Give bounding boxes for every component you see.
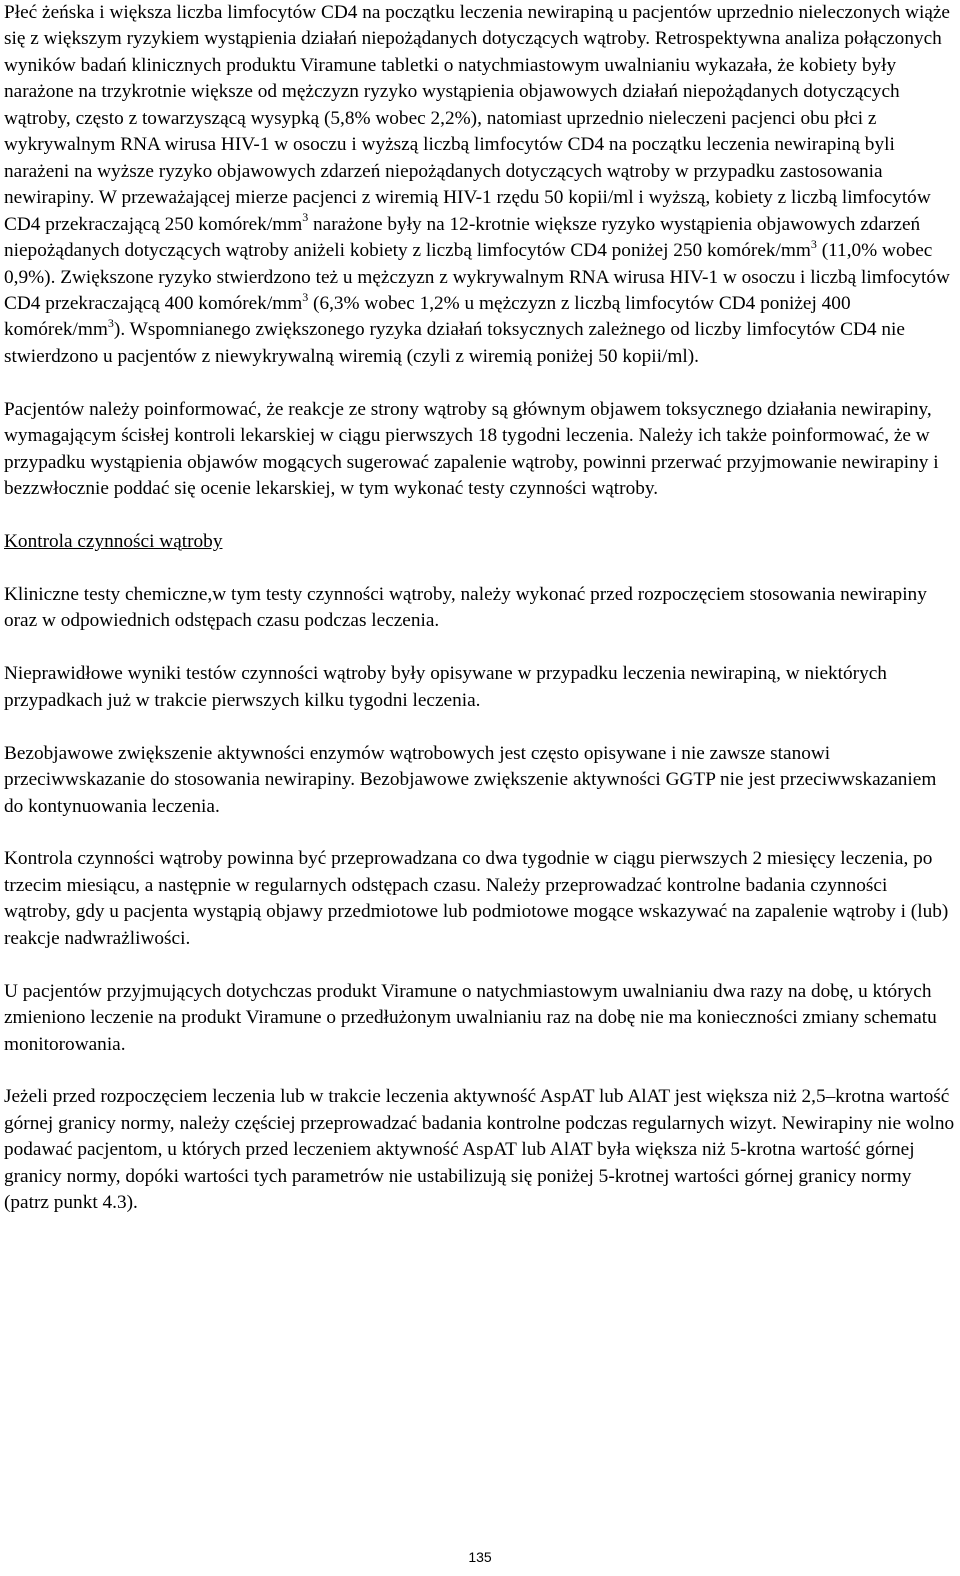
paragraph-aspat-alat: Jeżeli przed rozpoczęciem leczenia lub w trakcie leczenia aktywność AspAT lub AlAT jest większa niż 2,5–krotna wartość górnej granicy normy, należy częściej przeprowadzać badania kontrolne podczas regularnych wizyt. Newirapiny nie wolno podawać pacjentom, u których przed leczeniem aktywność AspAT lub AlAT była większa niż 5-krotna wartość górnej granicy normy, dopóki wartości tych parametrów nie ustabilizują się poniżej 5-krotnej wartości górnej granicy normy (patrz punkt 4.3). [4, 1086, 955, 1214]
paragraph-patient-information: Pacjentów należy poinformować, że reakcje ze strony wątroby są głównym objawem toksycznego działania newirapiny, wymagającym ścisłej kontroli lekarskiej w ciągu pierwszych 18 tygodni leczenia. Należy ich także poinformować, że w przypadku wystąpienia objawów mogących sugerować zapalenie wątroby, powinni przerwać przyjmowanie newirapiny i bezzwłocznie poddać się ocenie lekarskiej, w tym wykonać testy czynności wątroby. [4, 398, 939, 500]
superscript: 3 [302, 289, 309, 304]
paragraph-text: (11,0% wobec 0,9%). Zwiększone ryzyko stwierdzono też u mężczyzn z wykrywalnym RNA wirusa HIV-1 w osoczu i liczbą limfocytów CD4 przekraczającą 400 komórek/mm [4, 240, 950, 314]
paragraph-monitoring-schedule: Kontrola czynności wątroby powinna być przeprowadzana co dwa tygodnie w ciągu pierwszych 2 miesięcy leczenia, po trzecim miesiącu, a następnie w regularnych odstępach czasu. Należy przeprowadzać kontrolne badania czynności wątroby, gdy u pacjenta wystąpią objawy przedmiotowe lub podmiotowe mogące wskazywać na zapalenie wątroby i (lub) reakcje nadwrażliwości. [4, 848, 949, 949]
paragraph-text: Płeć żeńska i większa liczba limfocytów CD4 na początku leczenia newirapiną u pacjentów uprzednio nieleczonych wiąże się z większym ryzykiem wystąpienia działań niepożądanych dotyczących wątroby. Retrospektywna analiza połączonych wyników badań klinicznych produktu Viramune tabletki o natychmiastowym uwalnianiu wykazała, że kobiety były narażone na trzykrotnie większe od mężczyzn ryzyko wystąpienia objawowych działań niepożądanych dotyczących wątroby, często z towarzyszącą wysypką (5,8% wobec 2,2%), natomiast uprzednio nieleczeni pacjenci obu płci z wykrywalnym RNA wirusa HIV-1 w osoczu i wyższą liczbą limfocytów CD4 na początku leczenia newirapiną byli narażeni na wyższe ryzyko objawowych zdarzeń niepożądanych dotyczących wątroby w przypadku zastosowania newirapiny. W przeważającej mierze pacjenci z wiremią HIV-1 rzędu 50 kopii/ml i wyższą, kobiety z liczbą limfocytów CD4 przekraczającą 250 komórek/mm [4, 2, 950, 235]
superscript: 3 [302, 210, 309, 225]
page-number: 135 [468, 1549, 492, 1565]
paragraph-asymptomatic-increase: Bezobjawowe zwiększenie aktywności enzymów wątrobowych jest często opisywane i nie zawsze stanowi przeciwwskazanie do stosowania newirapiny. Bezobjawowe zwiększenie aktywności GGTP nie jest przeciwwskazaniem do kontynuowania leczenia. [4, 742, 937, 817]
superscript: 3 [107, 316, 114, 331]
paragraph-text: ). Wspomnianego zwiększonego ryzyka działań toksycznych zależnego od liczby limfocytów CD4 nie stwierdzono u pacjentów z niewykrywalną wiremią (czyli z wiremią poniżej 50 kopii/ml). [4, 319, 905, 367]
document-page [4, 0, 956, 1243]
paragraph-clinical-tests: Kliniczne testy chemiczne,w tym testy czynności wątroby, należy wykonać przed rozpoczęciem stosowania newirapiny oraz w odpowiednich odstępach czasu podczas leczenia. [4, 583, 927, 632]
paragraph-text: (6,3% wobec 1,2% u mężczyzn z liczbą limfocytów CD4 poniżej 400 komórek/mm [4, 292, 851, 341]
section-heading: Kontrola czynności wątroby [4, 531, 223, 553]
paragraph-risk-factors [4, 0, 956, 370]
paragraph-text: narażone były na 12-krotnie większe ryzyko wystąpienia objawowych zdarzeń niepożądanych dotyczących wątroby aniżeli kobiety z liczbą limfocytów CD4 poniżej 250 komórek/mm [4, 213, 921, 262]
paragraph-switching-formulation: U pacjentów przyjmujących dotychczas produkt Viramune o natychmiastowym uwalnianiu dwa razy na dobę, u których zmieniono leczenie na produkt Viramune o przedłużonym uwalnianiu raz na dobę nie ma konieczności zmiany schematu monitorowania. [4, 980, 937, 1055]
paragraph-abnormal-results: Nieprawidłowe wyniki testów czynności wątroby były opisywane w przypadku leczenia newirapiną, w niektórych przypadkach już w trakcie pierwszych kilku tygodni leczenia. [4, 663, 887, 711]
superscript: 3 [810, 236, 817, 251]
